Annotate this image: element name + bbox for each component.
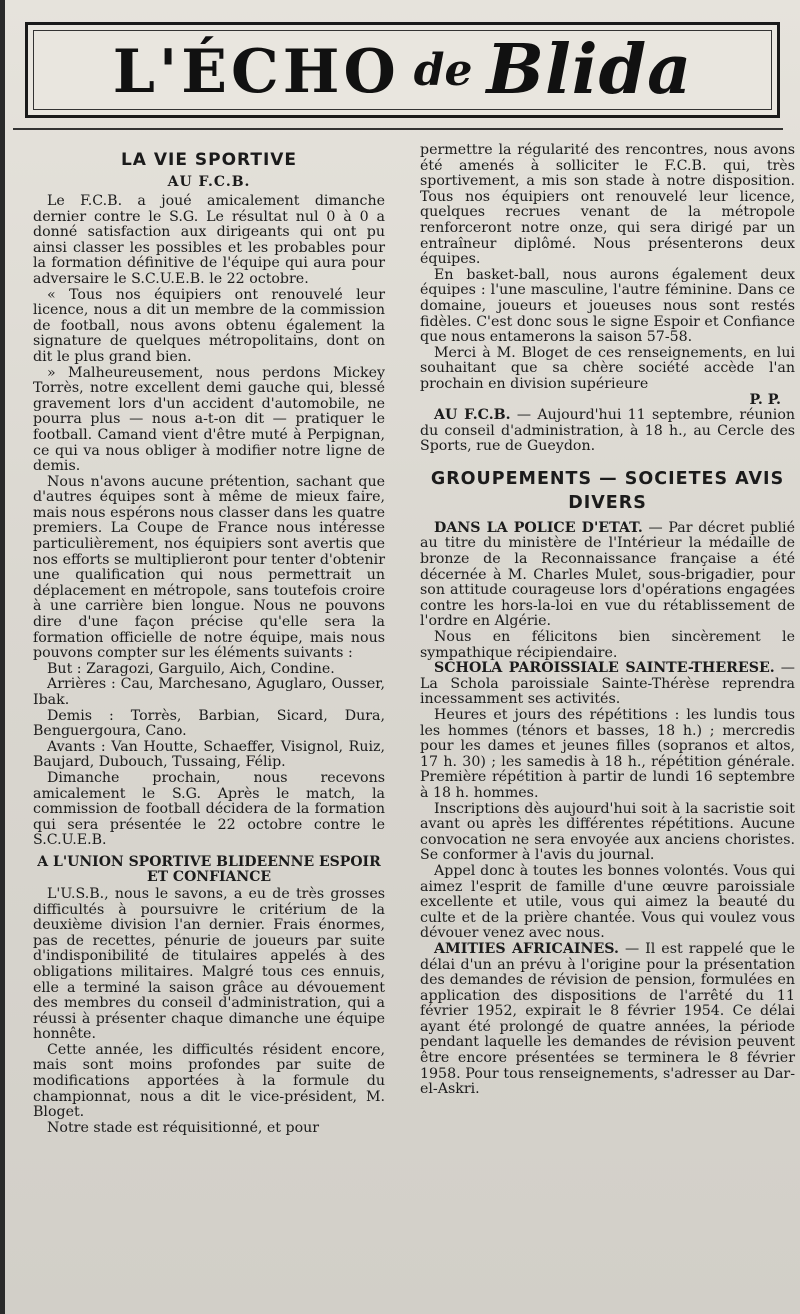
- article-paragraph: But : Zaragozi, Garguilo, Aich, Condine.: [47, 660, 335, 677]
- article-paragraph: Notre stade est réquisitionné, et pour: [47, 1119, 320, 1136]
- article-paragraph: Demis : Torrès, Barbian, Sicard, Dura, Benguergoura, Cano.: [33, 707, 385, 740]
- masthead-rule: [13, 128, 783, 130]
- fcb-notice: [420, 408, 795, 455]
- article-paragraph: Inscriptions dès aujourd'hui soit à la sacristie soit avant ou après les différentes répétitions. Aucune convocation ne sera envoyée aux anciens choristes. Se conformer à l'avis du journal.: [420, 800, 795, 864]
- masthead-de: de: [413, 44, 473, 96]
- article-paragraph: Dimanche prochain, nous recevons amicalement le S.G. Après le match, la commission de football décidera de la formation qui sera présentée le 22 octobre contre le S.C.U.E.B.: [33, 769, 385, 849]
- usb-heading: A L'UNION SPORTIVE BLIDEENNE ESPOIR ET CONFIANCE: [37, 853, 381, 885]
- article-paragraph: Nous en félicitons bien sincèrement le sympathique récipiendaire.: [420, 629, 795, 661]
- masthead: [25, 22, 780, 118]
- schola-notice-lead: SCHOLA PAROISSIALE SAINTE-THERESE.: [434, 660, 775, 677]
- article-paragraph: « Tous nos équipiers ont renouvelé leur licence, nous a dit un membre de la commission de football, nous avons obtenu également la signature de quelques métropolitains, dont on dit le plus grand bien.: [33, 286, 385, 365]
- fcb-notice-lead: AU F.C.B.: [434, 407, 511, 424]
- schola-notice-text: — La Schola paroissiale Sainte-Thérèse reprendra incessamment ses activités.: [420, 660, 795, 708]
- section-subtitle: AU F.C.B.: [167, 174, 251, 190]
- police-notice-lead: DANS LA POLICE D'ETAT.: [434, 519, 643, 536]
- article-paragraph: permettre la régularité des rencontres, nous avons été amenés à solliciter le F.C.B. qui, très sportivement, a mis son stade à notre disposition. Tous nos équipiers ont renouvelé leur licence, quelques recrues venant de la métropole renforceront notre onze, qui sera dirigé par un entraîneur diplômé. Nous présenterons deux équipes.: [420, 142, 795, 268]
- signature: P. P.: [749, 391, 781, 408]
- masthead-blida: Blida: [486, 30, 693, 110]
- article-paragraph: Nous n'avons aucune prétention, sachant que d'autres équipes sont à même de mieux faire, mais nous espérons nous classer dans les quatre premiers. La Coupe de France nous intéresse particulièrement, nos équipiers sont avertis que nos efforts se multiplieront pour tenter d'obtenir une qualification qui nous permettrait un déplacement en métropole, sans toutefois croire à une carrière bien longue. Nous ne pouvons dire d'une façon précise qu'elle sera la formation officielle de notre équipe, mais nous pouvons compter sur les éléments suivants :: [33, 473, 385, 662]
- fcb-notice-text: — Aujourd'hui 11 septembre, réunion du conseil d'administration, à 18 h., au Cercle des Sports, rue de Gueydon.: [420, 407, 795, 455]
- article-paragraph: Appel donc à toutes les bonnes volontés. Vous qui aimez l'esprit de famille d'une œuvre paroissiale excellente et utile, vous qui aimez la beauté du culte et de la prière chantée. Vous qui voulez vous dévouer venez avec nous.: [420, 862, 795, 942]
- article-paragraph: Arrières : Cau, Marchesano, Aguglaro, Ousser, Ibak.: [33, 676, 385, 708]
- article-paragraph: Merci à M. Bloget de ces renseignements, en lui souhaitant que sa chère société accède l'an prochain en division supérieure: [420, 344, 795, 392]
- right-column: [420, 143, 795, 1098]
- article-paragraph: Avants : Van Houtte, Schaeffer, Visignol, Ruiz, Baujard, Dubouch, Tussaing, Félip.: [33, 738, 385, 771]
- schola-notice: [420, 661, 795, 708]
- article-paragraph: » Malheureusement, nous perdons Mickey Torrès, notre excellent demi gauche qui, blessé gravement lors d'un accident d'automobile, ne pourra plus — nous a-t-on dit — pratiquer le football. Camand vient d'être muté à Perpignan, ce qui va nous obliger à modifier notre ligne de demis.: [33, 364, 385, 475]
- article-paragraph: En basket-ball, nous aurons également deux équipes : l'une masculine, l'autre féminine. Dans ce domaine, joueurs et joueuses nous sont restés fidèles. C'est donc sous le signe Espoir et Confiance que nous entamerons la saison 57-58.: [420, 266, 795, 346]
- article-paragraph: Le F.C.B. a joué amicalement dimanche dernier contre le S.G. Le résultat nul 0 à 0 a donné satisfaction aux dirigeants qui ont pu ainsi classer les possibles et les probables pour la formation définitive de l'équipe qui aura pour adversaire le S.C.U.E.B. le 22 octobre.: [33, 193, 385, 287]
- left-column: [33, 150, 385, 1136]
- groupements-heading: GROUPEMENTS — SOCIETES AVIS DIVERS: [430, 468, 785, 513]
- amities-notice-lead: AMITIES AFRICAINES.: [434, 940, 619, 957]
- police-notice: [420, 521, 795, 630]
- amities-notice-text: — Il est rappelé que le délai d'un an prévu à l'origine pour la présentation des demandes de révision de pension, formulées en application des dispositions de l'arrêté du 11 février 1952, expirait le 8 février 1954. Ce délai ayant été prolongé de quatre années, la période pendant laquelle les demandes de révision peuvent être encore présentées se terminera le 8 février 1958. Pour tous renseignements, s'adresser au Dar-el-Askri.: [420, 940, 795, 1098]
- article-paragraph: Cette année, les difficultés résident encore, mais sont moins profondes par suite de modifications apportées à la formule du championnat, nous a dit le vice-président, M. Bloget.: [33, 1041, 385, 1121]
- police-notice-text: — Par décret publié au titre du ministère de l'Intérieur la médaille de bronze de la Reconnaissance française a été décernée à M. Charles Mulet, sous-brigadier, pour son attitude courageuse lors d'opérations engagées contre les hors-la-loi en vue du rétablissement de l'ordre en Algérie.: [420, 519, 795, 630]
- amities-notice: [420, 942, 795, 1098]
- article-paragraph: L'U.S.B., nous le savons, a eu de très grosses difficultés à poursuivre le critérium de la deuxième division l'an dernier. Frais énormes, pas de recettes, pénurie de joueurs par suite d'indisponibilité de titulaires appelés à des obligations militaires. Malgré tous ces ennuis, elle a terminé la saison grâce au dévouement des membres du conseil d'administration, qui a réussi à présenter chaque dimanche une équipe honnête.: [33, 885, 385, 1043]
- masthead-echo: L'ÉCHO: [112, 37, 400, 107]
- section-title: LA VIE SPORTIVE: [120, 150, 298, 170]
- article-paragraph: Heures et jours des répétitions : les lundis tous les hommes (ténors et basses, 18 h.) ; mercredis pour les dames et jeunes filles (sopranos et altos, 17 h. 30) ; les samedis à 18 h., répétition générale. Première répétition à partir de lundi 16 septembre à 18 h. hommes.: [420, 707, 795, 801]
